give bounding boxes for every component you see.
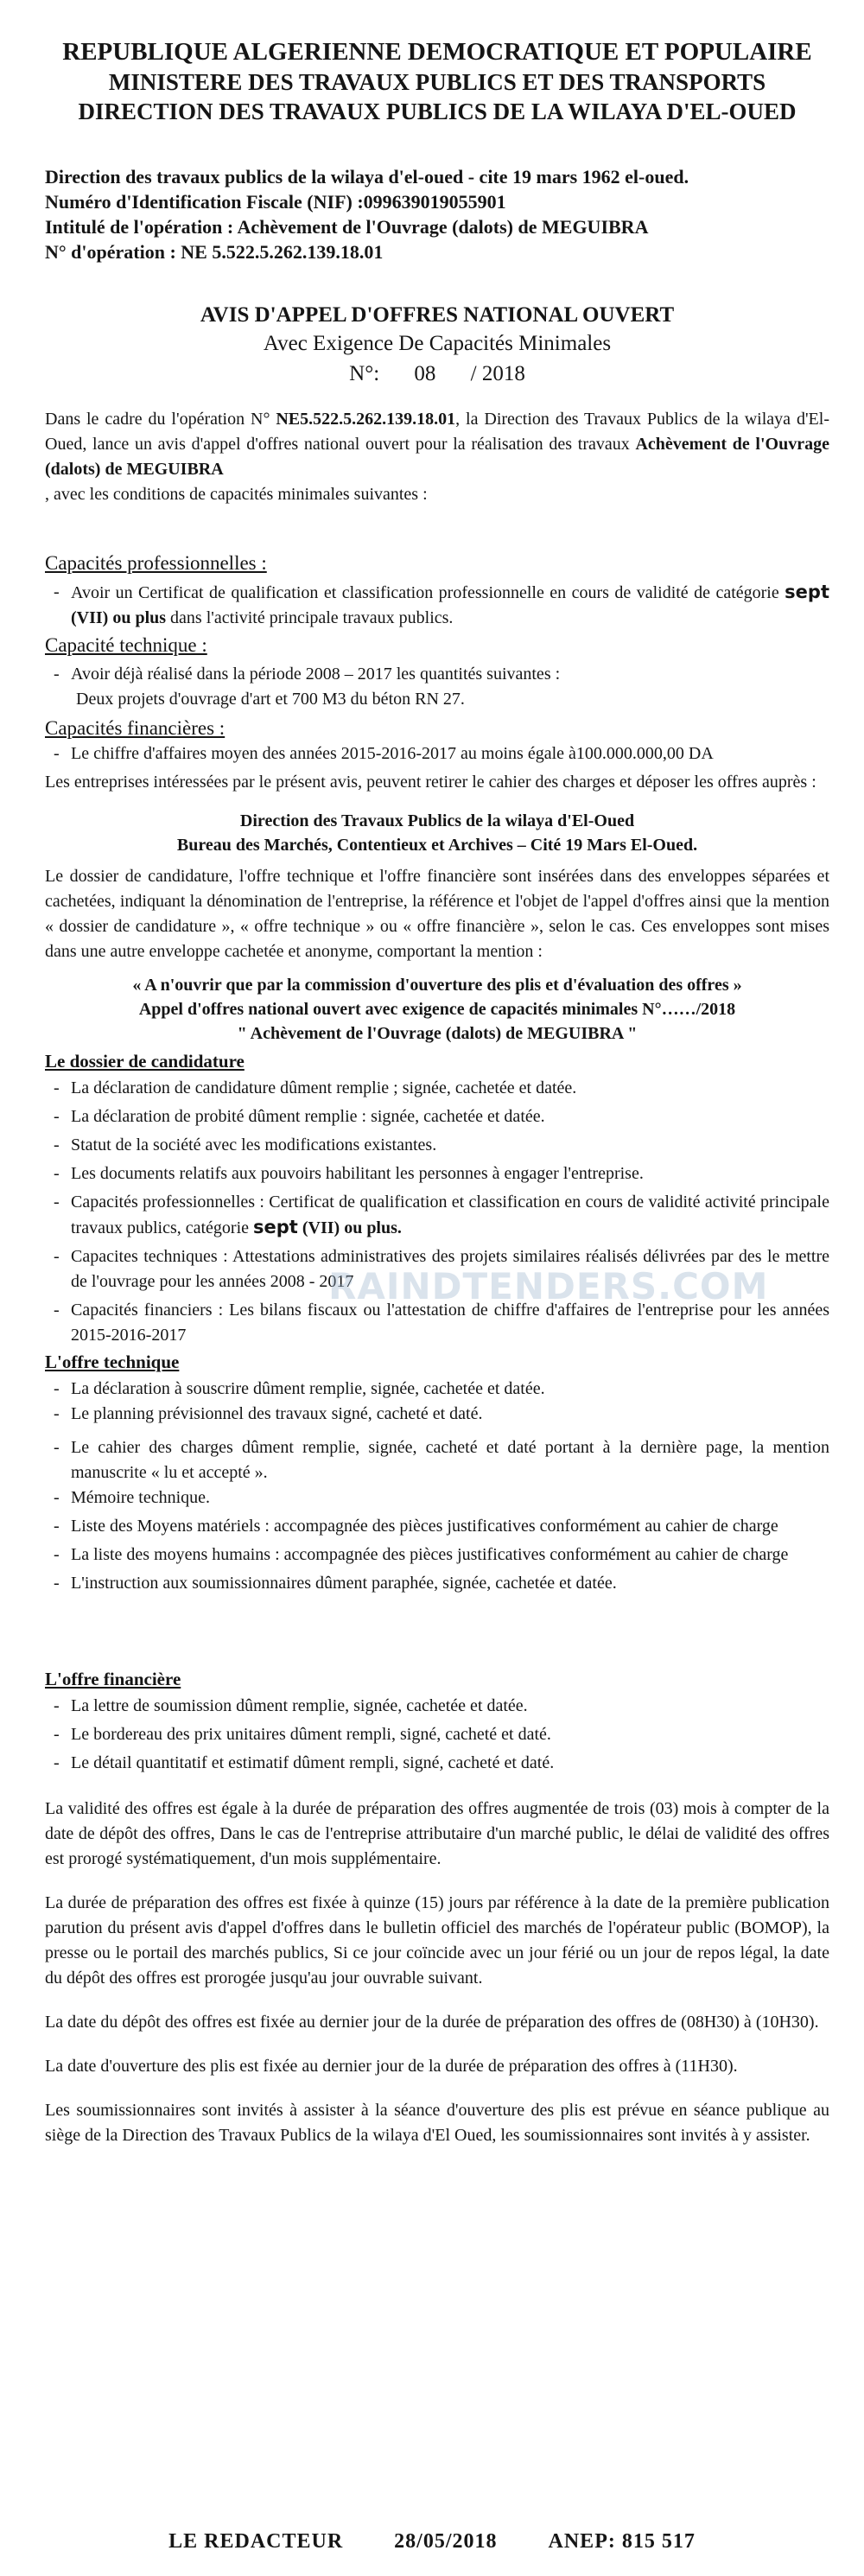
list-item: - Capacités financiers : Les bilans fiscaux ou l'attestation de chiffre d'affaires de l'entreprise pour les années 2015-2016-2017 [45, 1298, 829, 1348]
offre-fin-list [45, 1694, 829, 1776]
meta-address: Direction des travaux publics de la wilaya d'el-oued - cite 19 mars 1962 el-oued. [45, 166, 689, 188]
notice-number-label: N°: [349, 362, 380, 385]
list-item: - La liste des moyens humains : accompagnée des pièces justificatives conformément au cahier de charge [45, 1542, 829, 1568]
intro-text-2: , la Direction des Travaux Publics de la wilaya d'El-Oued, lance un avis d'appel d'offres national ouvert pour la réalisation des travaux [45, 410, 829, 454]
list-item: - Le détail quantitatif et estimatif dûment rempli, signé, cacheté et daté. [45, 1751, 829, 1776]
offre-tech-heading: L'offre technique [45, 1352, 180, 1372]
ouverture-paragraph: La date d'ouverture des plis est fixée au dernier jour de la durée de préparation des offres à (11H30). [45, 2057, 738, 2076]
list-item: - L'instruction aux soumissionnaires dûment paraphée, signée, cachetée et datée. [45, 1571, 829, 1596]
watermark: RAINDTENDERS.COM [328, 1265, 769, 1307]
cap-tech-heading: Capacité technique : [45, 634, 207, 656]
notice-title-main: AVIS D'APPEL D'OFFRES NATIONAL OUVERT [200, 303, 675, 327]
dossier-item5-text: Capacités professionnelles : Certificat de qualification et classification en cours de validité activité principale travaux publics, catégorie [71, 1193, 829, 1237]
mention-line-2: Appel d'offres national ouvert avec exigence de capacités minimales N°……/2018 [138, 1000, 736, 1019]
list-item: - Le chiffre d'affaires moyen des années 2015-2016-2017 au moins égale à100.000.000,00 DA [45, 741, 829, 766]
header-republic: REPUBLIQUE ALGERIENNE DEMOCRATIQUE ET POPULAIRE [62, 38, 812, 66]
cap-pro-heading: Capacités professionnelles : [45, 552, 267, 574]
retirer-paragraph: Les entreprises intéressées par le présent avis, peuvent retirer le cahier des charges et déposer les offres auprès : [45, 773, 816, 792]
cap-pro-list [45, 580, 829, 631]
notice-title [45, 301, 829, 388]
notice-number-value: 08 [414, 362, 436, 385]
duree-paragraph: La durée de préparation des offres est fixée à quinze (15) jours par référence à la date de la première publication parution du présent avis d'appel d'offres dans le bulletin officiel des marchés de l'opérateur public (BOMOP), la presse ou le portail des marchés publics, Si ce jour coïncide avec un jour férié ou un jour de repos légal, la date du dépôt des offres est prorogée jusqu'au jour ouvrable suivant. [45, 1893, 829, 1988]
depot-paragraph: La date du dépôt des offres est fixée au dernier jour de la durée de préparation des offres de (08H30) à (10H30). [45, 2013, 819, 2032]
validite-paragraph: La validité des offres est égale à la durée de préparation des offres augmentée de trois (03) mois à compter de la date de dépôt des offres, Dans le cas de l'entreprise attributaire d'un marché public, le délai de validité des offres est prorogé systématiquement, d'un mois supplémentaire. [45, 1799, 829, 1868]
dossier-item5-sept: sept [253, 1217, 298, 1237]
intro-operation-number: NE5.522.5.262.139.18.01 [276, 410, 456, 429]
cap-pro-text-2: (VII) ou plus [71, 608, 167, 627]
mention-line-1: « A n'ouvrir que par la commission d'ouverture des plis et d'évaluation des offres » [132, 976, 742, 995]
dossier-item5-text-2: (VII) ou plus. [297, 1218, 402, 1237]
document-header [45, 36, 829, 126]
intro-paragraph [45, 407, 829, 507]
header-direction: DIRECTION DES TRAVAUX PUBLICS DE LA WILAYA D'EL-OUED [78, 99, 797, 124]
list-item: - Le planning prévisionnel des travaux signé, cacheté et daté. [45, 1402, 829, 1427]
meta-nif: Numéro d'Identification Fiscale (NIF) :099639019055901 [45, 191, 506, 213]
intro-works: Achèvement de l'Ouvrage (dalots) de MEGUIBRA [45, 435, 829, 479]
list-item: - Statut de la société avec les modifications existantes. [45, 1133, 829, 1158]
operation-meta [45, 164, 829, 264]
footer-redacteur: LE REDACTEUR [168, 2530, 344, 2553]
list-item: - Mémoire technique. [45, 1485, 829, 1511]
cap-pro-sept: sept [785, 582, 829, 602]
cap-tech-detail: Deux projets d'ouvrage d'art et 700 M3 du béton RN 27. [76, 690, 465, 709]
header-ministry: MINISTERE DES TRAVAUX PUBLICS ET DES TRANSPORTS [108, 69, 766, 95]
cap-fin-list [45, 741, 829, 766]
soumissionnaires-paragraph: Les soumissionnaires sont invités à assister à la séance d'ouverture des plis est prévue en séance publique au siège de la Direction des Travaux Publics de la wilaya d'El Oued, les soumissionnaires sont invités à y assister. [45, 2101, 829, 2145]
list-item: - La lettre de soumission dûment remplie, signée, cachetée et datée. [45, 1694, 829, 1719]
cap-tech-list [45, 662, 829, 687]
notice-number [45, 359, 829, 388]
list-item: - Avoir déjà réalisé dans la période 2008 – 2017 les quantités suivantes : [45, 662, 829, 687]
notice-number-year: / 2018 [470, 362, 525, 385]
list-item [45, 580, 829, 631]
cap-fin-heading: Capacités financières : [45, 717, 226, 739]
list-item: - Le bordereau des prix unitaires dûment rempli, signé, cacheté et daté. [45, 1722, 829, 1747]
list-item [45, 1190, 829, 1241]
list-item: - Le cahier des charges dûment remplie, signée, cacheté et daté portant à la dernière page, la mention manuscrite « lu et accepté ». [45, 1435, 829, 1485]
list-item: - La déclaration de probité dûment remplie : signée, cachetée et datée. [45, 1104, 829, 1129]
meta-operation-number: N° d'opération : NE 5.522.5.262.139.18.01 [45, 241, 384, 263]
offre-fin-heading: L'offre financière [45, 1669, 181, 1689]
intro-conditions: , avec les conditions de capacités minimales suivantes : [45, 485, 428, 504]
dossier-intro-paragraph: Le dossier de candidature, l'offre technique et l'offre financière sont insérées dans des enveloppes séparées et cachetées, indiquant la dénomination de l'entreprise, la référence et l'objet de l'appel d'offres ainsi que la mention « dossier de candidature », « offre technique » ou « offre financière », selon le cas. Ces enveloppes sont mises dans une autre enveloppe cachetée et anonyme, comportant la mention : [45, 867, 829, 961]
list-item: - Capacites techniques : Attestations administratives des projets similaires réalisés délivrées par des le mettre de l'ouvrage pour les années 2008 - 2017 [45, 1244, 829, 1294]
dossier-heading: Le dossier de candidature [45, 1051, 245, 1072]
envelope-mention [45, 973, 829, 1046]
cap-pro-text-3: dans l'activité principale travaux publics. [166, 608, 454, 627]
mention-line-3: " Achèvement de l'Ouvrage (dalots) de MEGUIBRA " [237, 1024, 638, 1043]
list-item: - La déclaration à souscrire dûment remplie, signée, cachetée et datée. [45, 1377, 829, 1402]
dossier-list [45, 1076, 829, 1348]
list-item: - Les documents relatifs aux pouvoirs habilitant les personnes à engager l'entreprise. [45, 1161, 829, 1186]
notice-title-sub: Avec Exigence De Capacités Minimales [263, 332, 612, 355]
cap-pro-text: Avoir un Certificat de qualification et classification professionnelle en cours de validité de catégorie [71, 583, 785, 602]
list-item: - Liste des Moyens matériels : accompagnée des pièces justificatives conformément au cahier de charge [45, 1514, 829, 1539]
footer-date: 28/05/2018 [394, 2530, 498, 2553]
meta-operation-title: Intitulé de l'opération : Achèvement de l'Ouvrage (dalots) de MEGUIBRA [45, 216, 649, 238]
address-block [45, 809, 829, 857]
address-line-1: Direction des Travaux Publics de la wilaya d'El-Oued [239, 811, 635, 830]
offre-tech-list [45, 1377, 829, 1596]
intro-text-1: Dans le cadre du l'opération N° [45, 410, 276, 429]
document-footer [0, 2530, 864, 2554]
list-item: - La déclaration de candidature dûment remplie ; signée, cachetée et datée. [45, 1076, 829, 1101]
address-line-2: Bureau des Marchés, Contentieux et Archives – Cité 19 Mars El-Oued. [176, 836, 698, 855]
footer-anep: ANEP: 815 517 [548, 2530, 696, 2553]
